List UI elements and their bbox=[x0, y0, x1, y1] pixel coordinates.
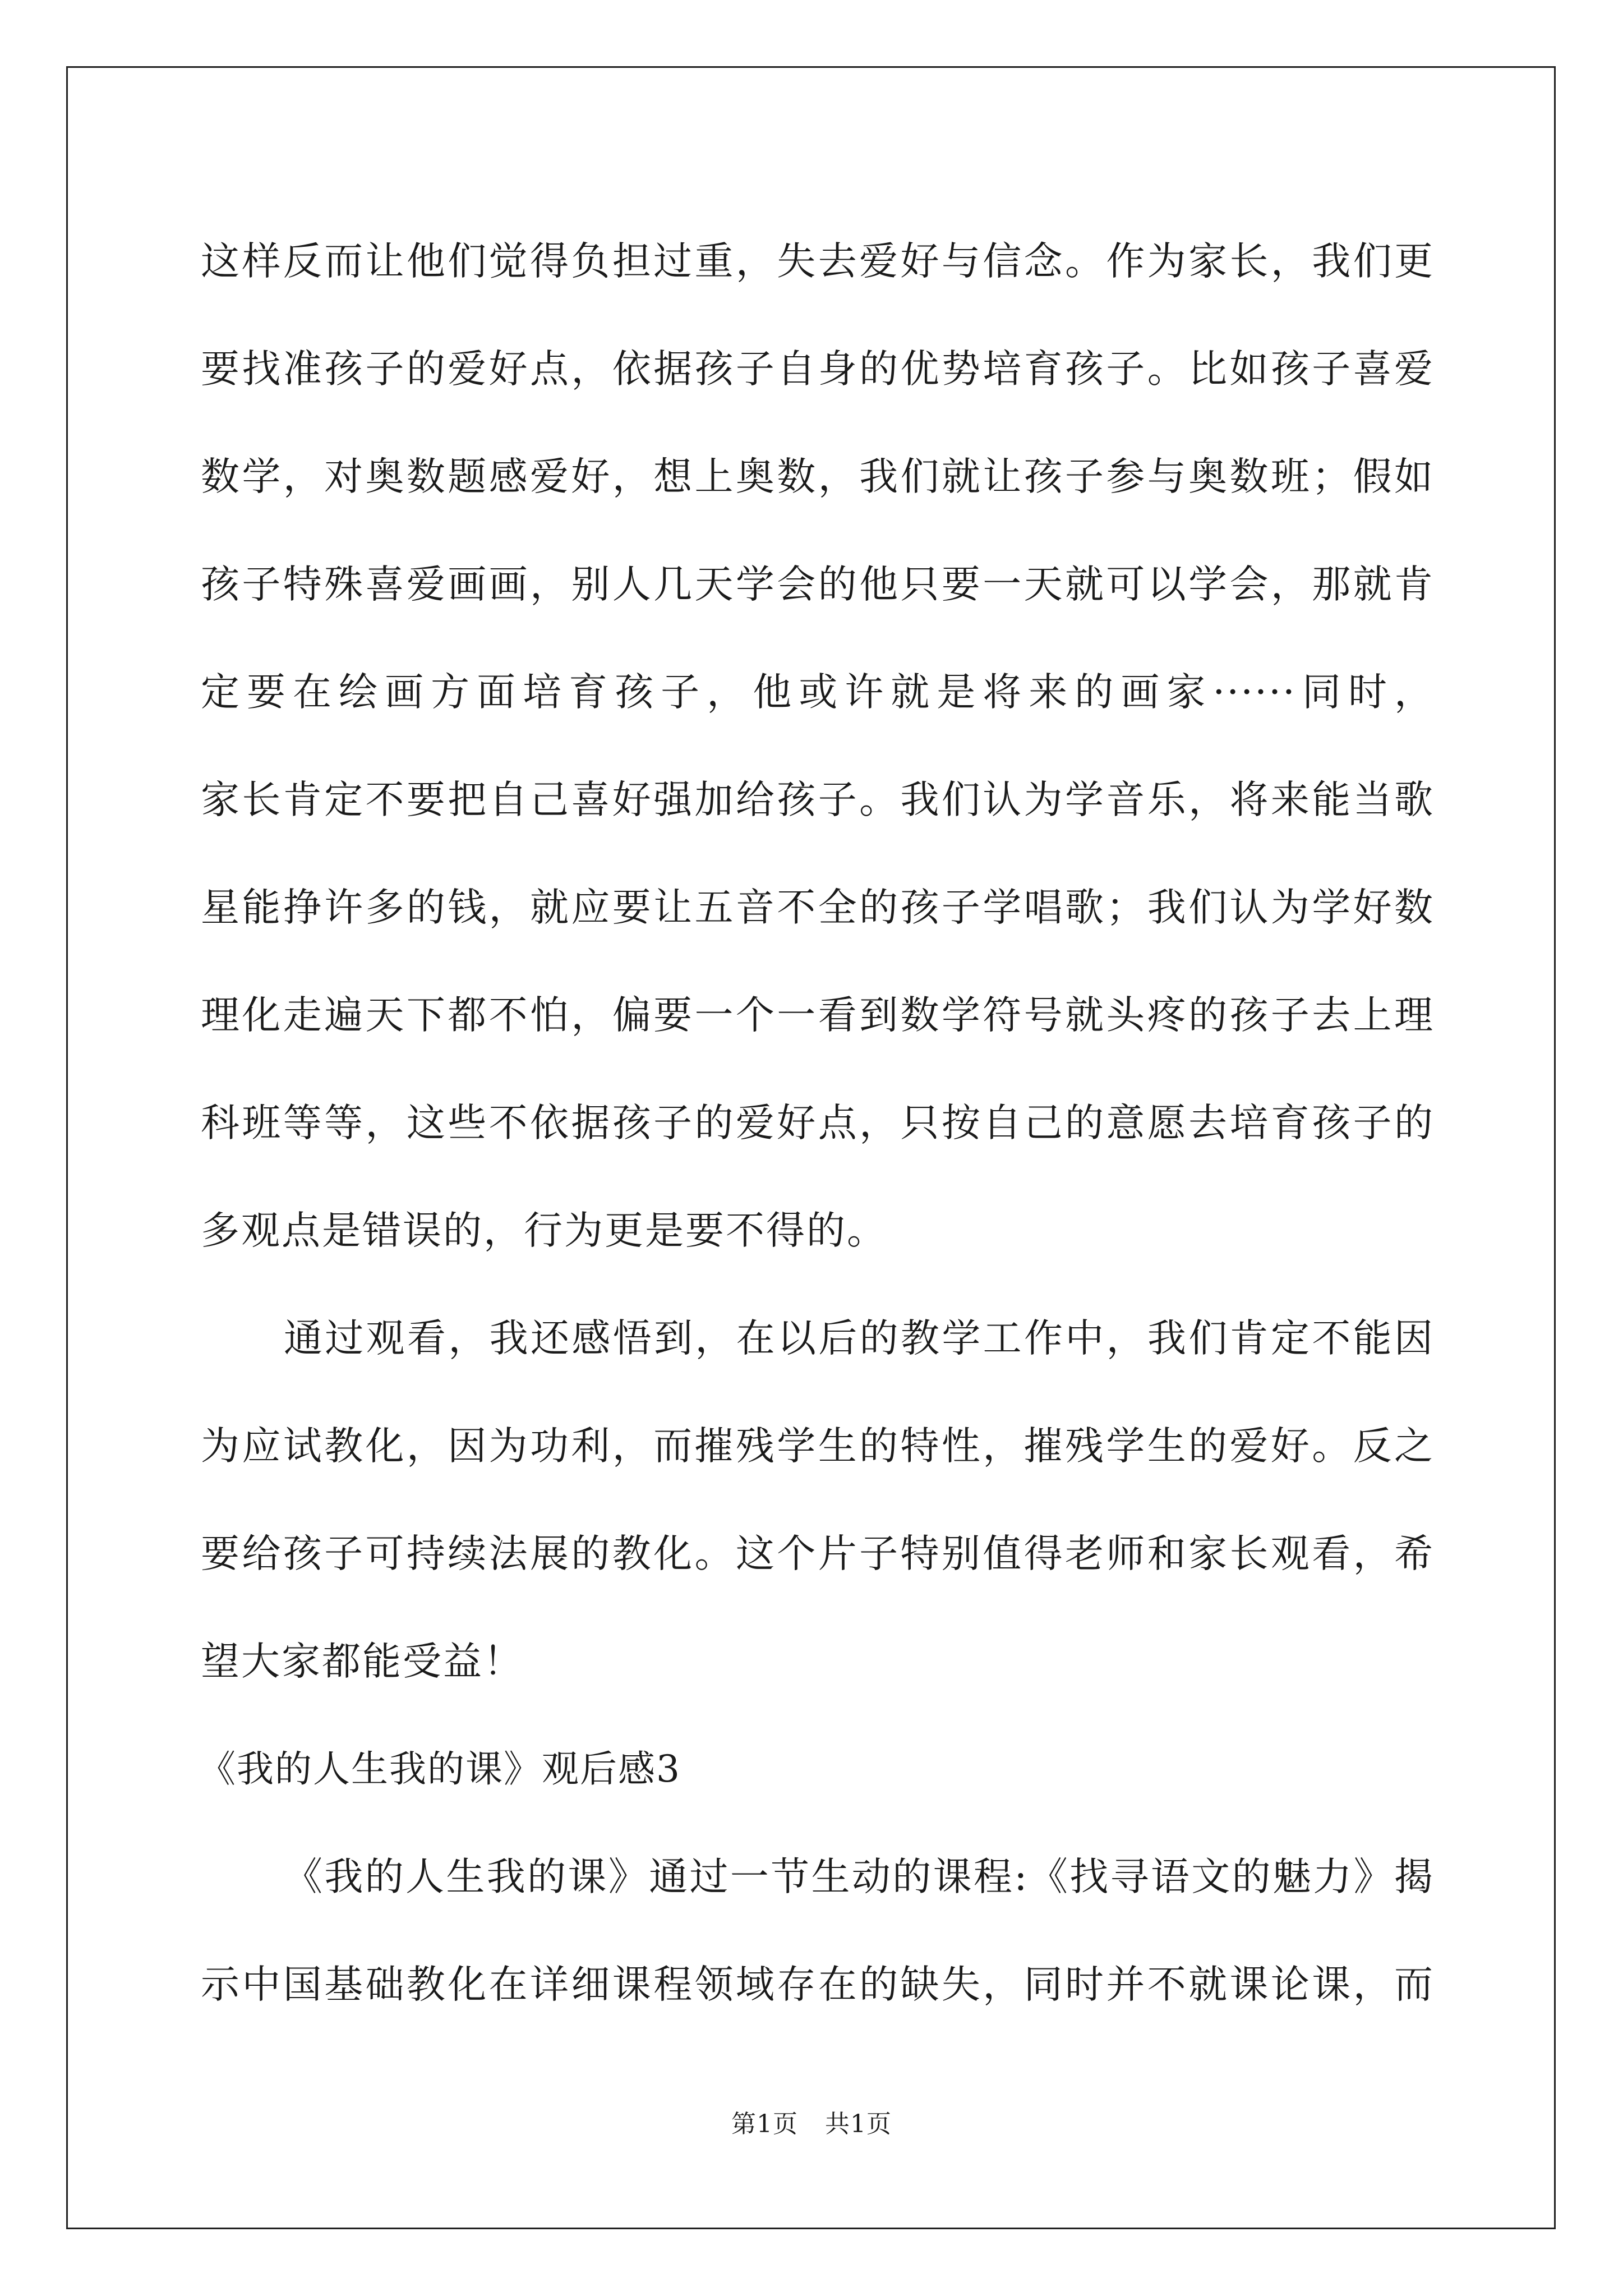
paragraph-line: 科班等等，这些不依据孩子的爱好点，只按自己的意愿去培育孩子的 bbox=[201, 1101, 1435, 1145]
paragraph-line: 要找准孩子的爱好点，依据孩子自身的优势培育孩子。比如孩子喜爱 bbox=[201, 347, 1435, 392]
paragraph-line: 孩子特殊喜爱画画，别人几天学会的他只要一天就可以学会，那就肯 bbox=[201, 562, 1435, 607]
paragraph-line: 理化走遍天下都不怕，偏要一个一看到数学符号就头疼的孩子去上理 bbox=[201, 993, 1435, 1038]
paragraph-line: 示中国基础教化在详细课程领域存在的缺失，同时并不就课论课，而 bbox=[201, 1962, 1435, 2007]
paragraph-line: 《我的人生我的课》通过一节生动的课程:《找寻语文的魅力》揭 bbox=[284, 1855, 1435, 1899]
page-number: 第1页 bbox=[731, 2110, 798, 2138]
paragraph-line: 为应试教化，因为功利，而摧残学生的特性，摧残学生的爱好。反之 bbox=[201, 1424, 1435, 1469]
paragraph-line: 星能挣许多的钱，就应要让五音不全的孩子学唱歌；我们认为学好数 bbox=[201, 885, 1435, 930]
section-heading: 《我的人生我的课》观后感3 bbox=[199, 1747, 681, 1791]
paragraph-line: 数学，对奥数题感爱好，想上奥数，我们就让孩子参与奥数班；假如 bbox=[201, 454, 1435, 499]
paragraph-line: 望大家都能受益！ bbox=[201, 1639, 524, 1684]
paragraph-line: 通过观看，我还感悟到，在以后的教学工作中，我们肯定不能因 bbox=[284, 1316, 1435, 1361]
paragraph-line: 多观点是错误的，行为更是要不得的。 bbox=[201, 1208, 887, 1253]
paragraph-line: 定要在绘画方面培育孩子，他或许就是将来的画家······同时， bbox=[201, 670, 1435, 715]
paragraph-line: 家长肯定不要把自己喜好强加给孩子。我们认为学音乐，将来能当歌 bbox=[201, 777, 1435, 822]
page-footer bbox=[0, 2104, 1623, 2139]
page-total: 共1页 bbox=[825, 2110, 892, 2138]
document-body bbox=[201, 208, 1435, 2039]
paragraph-line: 这样反而让他们觉得负担过重，失去爱好与信念。作为家长，我们更 bbox=[201, 239, 1435, 284]
paragraph-line: 要给孩子可持续法展的教化。这个片子特别值得老师和家长观看，希 bbox=[201, 1531, 1435, 1576]
